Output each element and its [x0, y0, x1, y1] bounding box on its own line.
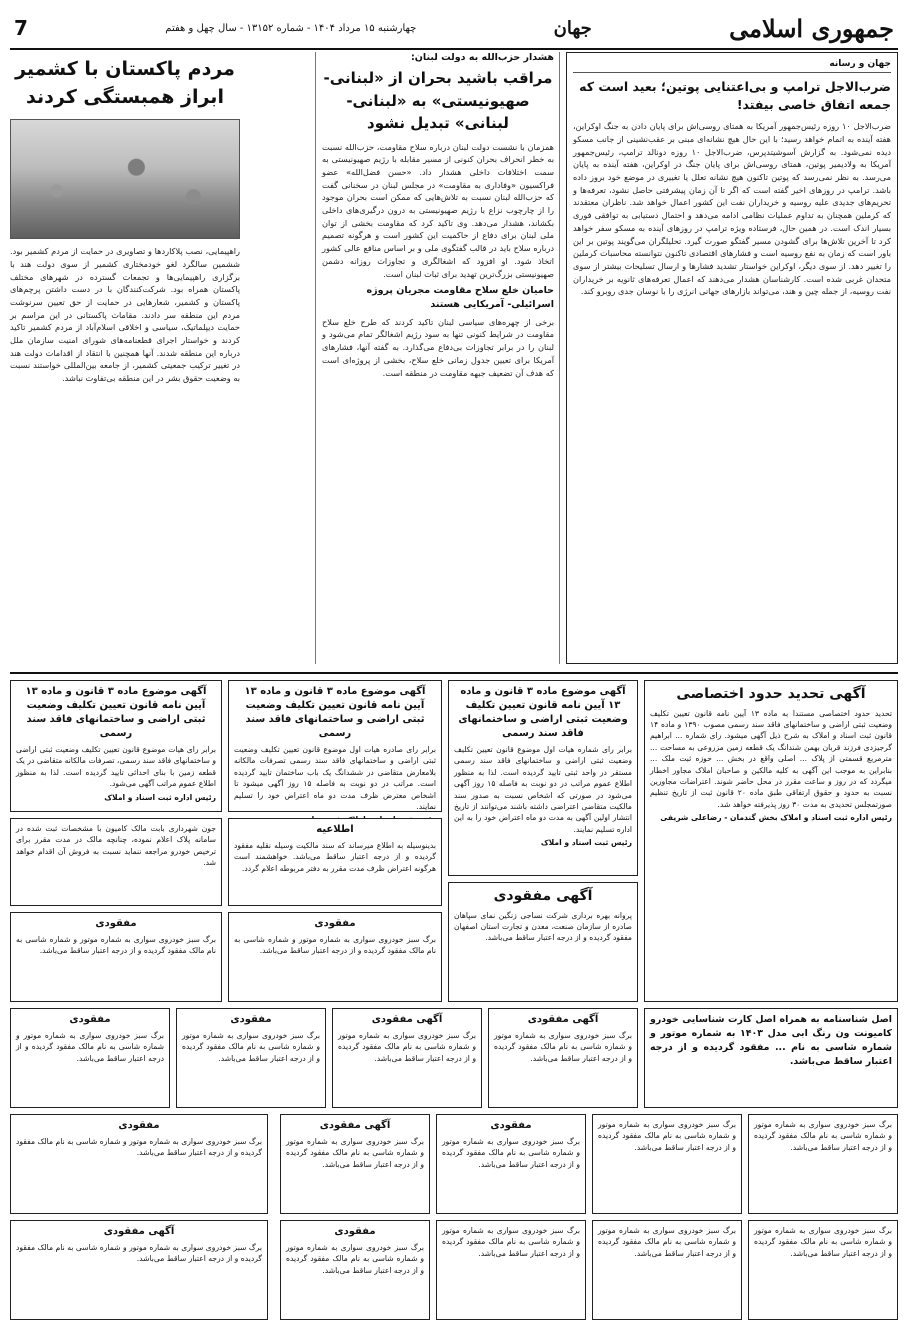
rally-photo [10, 119, 240, 239]
ad-title: آگهی موضوع ماده ۳ قانون و ماده ۱۳ آیین نامه قانون تعیین تکلیف وضعیت ثبتی اراضی و ساختمانهای فاقد سند رسمی [25, 686, 207, 739]
ad-lost-small [436, 1114, 586, 1214]
ad-vehicle-sale [10, 818, 222, 906]
ad-text: برگ سبز خودروی سواری به شماره موتور و شماره شاسی به نام مالک مفقود گردیده و از درجه اعتبار ساقط می‌باشد. [286, 1243, 424, 1275]
ad-text: برگ سبز خودروی سواری به شماره موتور و شماره شاسی به نام مالک مفقود گردیده و از درجه اعتبار ساقط می‌باشد. [16, 1031, 164, 1063]
ad-text: برگ سبز خودروی سواری به شماره موتور و شماره شاسی به نام مالک مفقود گردیده و از درجه اعتبار ساقط می‌باشد. [286, 1137, 424, 1169]
ad-title: مفقودی [95, 918, 137, 929]
ad-lost-small [280, 1220, 430, 1320]
box-tag: جهان و رسانه [573, 59, 891, 73]
ad-text: جون شهرداری بابت مالک کامیون با مشخصات ثبت شده در سامانه پلاک اعلام نموده، چنانچه مالک در مدت مقرر برای ترخیص خودرو مراجعه ننماید نسبت به فروش آن اقدام خواهد شد. [16, 824, 216, 868]
ad-title: مفقودی [490, 1120, 532, 1131]
ad-text: برگ سبز خودروی سواری به شماره موتور و شماره شاسی به نام مالک مفقود گردیده و از درجه اعتبار ساقط می‌باشد. [494, 1031, 632, 1063]
ad-title: اطلاعیه [316, 824, 354, 835]
ad-title: مفقودی [118, 1120, 160, 1131]
ad-article3 [10, 680, 222, 812]
ad-title: آگهی مفقودی [103, 1226, 175, 1237]
ad-article3 [448, 680, 638, 876]
page-number: 7 [14, 16, 28, 40]
ad-title: آگهی تحدید حدود اختصاصی [676, 686, 866, 702]
ad-lost-id [644, 1008, 898, 1108]
ad-lost-small [280, 1114, 430, 1214]
ad-lost-small [176, 1008, 326, 1108]
ad-text: برگ سبز خودروی سواری به شماره موتور و شماره شاسی به نام مالک مفقود گردیده و از درجه اعتبار ساقط می‌باشد. [234, 935, 436, 956]
ad-signature: رئیس اداره ثبت اسناد و املاک [104, 792, 216, 802]
ad-text: پروانه بهره برداری شرکت نساجی زنگین نمای سپاهان صادره از سازمان صنعت، معدن و تجارت استان اصفهان مفقود گردیده و از درجه اعتبار ساقط می‌باشد. [454, 910, 632, 943]
ad-text: برگ سبز خودروی سواری به شماره موتور و شماره شاسی به نام مالک مفقود گردیده و از درجه اعتبار ساقط می‌باشد. [182, 1031, 320, 1063]
ad-text: برگ سبز خودروی سواری به شماره موتور و شماره شاسی به نام مالک مفقود گردیده و از درجه اعتبار ساقط می‌باشد. [754, 1226, 892, 1258]
column-rule [559, 52, 560, 664]
ad-text: برابر رای هیات موضوع قانون تعیین تکلیف وضعیت ثبتی اراضی و ساختمانهای فاقد سند رسمی، تصرفات مالکانه متقاضی در یک قطعه زمین با بنای احداثی تایید گردیده است. لذا به منظور اطلاع عموم مراتب آگهی می‌شود. [16, 745, 216, 789]
masthead [10, 8, 898, 50]
lebanon-article [322, 52, 554, 664]
ad-title: آگهی موضوع ماده ۳ قانون و ماده ۱۳ آیین نامه قانون تعیین تکلیف وضعیت ثبتی اراضی و ساختمانهای فاقد سند رسمی [244, 686, 426, 739]
ad-text: برگ سبز خودروی سواری به شماره موتور و شماره شاسی به نام مالک مفقود گردیده و از درجه اعتبار ساقط می‌باشد. [16, 935, 216, 956]
article-headline: مراقب باشید بحران از «لبنانی- صهیونیستی» به «لبنانی- لبنانی» تبدیل نشود [323, 69, 553, 132]
ad-text: برگ سبز خودروی سواری به شماره موتور و شماره شاسی به نام مالک مفقود گردیده و از درجه اعتبار ساقط می‌باشد. [442, 1137, 580, 1169]
article-subhead: حامیان خلع سلاح مقاومت مجریان پروژه اسرائیلی- آمریکایی هستند [366, 285, 554, 310]
ad-article3 [228, 680, 442, 812]
ad-lost-small [228, 912, 442, 1002]
dateline: چهارشنبه ۱۵ مرداد ۱۴۰۴ - شماره ۱۳۱۵۲ - سال چهل و هفتم [165, 22, 417, 34]
news-section [10, 52, 898, 664]
ad-text: برگ سبز خودروی سواری به شماره موتور و شماره شاسی به نام مالک مفقود گردیده و از درجه اعتبار ساقط می‌باشد. [338, 1031, 476, 1063]
ad-title: مفقودی [230, 1014, 272, 1025]
ad-lost-small [748, 1220, 898, 1320]
ad-signature: رئیس اداره ثبت اسناد و املاک بخش گندمان - رضاعلی شریفی [660, 813, 892, 823]
ad-lost-small [332, 1008, 482, 1108]
article-body-2: برخی از چهره‌های سیاسی لبنان تاکید کردند که طرح خلع سلاح مقاومت در شرایط کنونی تنها به سود رژیم اشغالگر تمام می‌شود و لبنان را در برابر تجاوزات بی‌دفاع می‌گذارد. به گفته آنها، فشارهای آمریکا برای تعیین جدول زمانی خلع سلاح، بخشی از پروژه‌ای است که هدف آن تضعیف جبهه مقاومت در منطقه است. [322, 316, 554, 378]
ad-title: آگهی مفقودی [527, 1014, 599, 1025]
article-body: همزمان با نشست دولت لبنان درباره سلاح مقاومت، حزب‌الله نسبت به خطر انحراف بحران کنونی از مسیر مقابله با رژیم صهیونیستی به سمت اختلافات داخلی هشدار داد. «حسن فضل‌الله» عضو فراکسیون «وفاداری به مقاومت» در مجلس لبنان در سخنانی گفت که حزب‌الله لبنان نسبت به تلاش‌هایی که ممکن است بحران موجود را از چارچوب نزاع با رژیم صهیونیستی به درون درگیری‌های داخلی بکشاند، هشدار می‌دهد. وی تاکید کرد که مقاومت بخشی از توان ملی لبنان برای دفاع از حاکمیت این کشور است و هرگونه تصمیم درباره سلاح باید در قالب گفتگوی ملی و بر اساس منافع عالی کشور اتخاذ شود. او افزود که اشغالگری و تجاوزات روزانه دشمن صهیونیستی بزرگ‌ترین تهدید برای ثبات لبنان است. [322, 141, 554, 279]
ad-title: آگهی مفقودی [319, 1120, 391, 1131]
ad-text: برابر رای شماره هیات اول موضوع قانون تعیین تکلیف وضعیت ثبتی اراضی و ساختمانهای فاقد سند رسمی مستقر در واحد ثبتی تایید گردیده است. لذا به منظور اطلاع عموم مراتب در دو نوبت به فاصله ۱۵ روز آگهی می‌شود در صورتی که اشخاص نسبت به صدور سند مالکیت متقاضی اعتراضی داشته باشند می‌توانند از تاریخ انتشار اولین آگهی به مدت دو ماه اعتراض خود را به این اداره تسلیم نمایند. [454, 745, 632, 834]
world-media-box [566, 52, 898, 664]
ad-boundary [644, 680, 898, 1002]
ad-text: بدینوسیله به اطلاع میرساند که سند مالکیت وسیله نقلیه مفقود گردیده و از درجه اعتبار ساقط می‌باشد. خواهشمند است هرگونه اعتراض ظرف مدت مقرر به دفتر مربوطه اعلام گردد. [234, 841, 436, 873]
ad-lost-small [10, 1114, 268, 1214]
ad-title: مفقودی [314, 918, 356, 929]
ad-notice [228, 818, 442, 906]
ad-text: برگ سبز خودروی سواری به شماره موتور و شماره شاسی به نام مالک مفقود گردیده و از درجه اعتبار ساقط می‌باشد. [598, 1226, 736, 1258]
article-kicker: هشدار حزب‌الله به دولت لبنان: [411, 52, 554, 63]
ad-title: آگهی مفقودی [371, 1014, 443, 1025]
pakistan-article [10, 52, 240, 664]
ad-lost-small [436, 1220, 586, 1320]
ad-title: مفقودی [69, 1014, 111, 1025]
article-headline: مردم پاکستان با کشمیر ابراز همبستگی کردند [15, 58, 235, 108]
column-rule [315, 52, 316, 664]
ad-title: مفقودی [334, 1226, 376, 1237]
ad-lost-small [10, 1008, 170, 1108]
ad-title: آگهی مفقودی [493, 888, 593, 904]
ad-text: برگ سبز خودروی سواری به شماره موتور و شماره شاسی به نام مالک مفقود گردیده و از درجه اعتبار ساقط می‌باشد. [16, 1243, 262, 1264]
ad-lost-small [488, 1008, 638, 1108]
ad-text: اصل شناسنامه به همراه اصل کارت شناسایی خودرو کامیونت ون رنگ ابی مدل ۱۴۰۳ به شماره موتور و شماره شاسی به نام ... مفقود گردیده و از درجه اعتبار ساقط می‌باشد. [650, 1014, 892, 1068]
ad-text: برگ سبز خودروی سواری به شماره موتور و شماره شاسی به نام مالک مفقود گردیده و از درجه اعتبار ساقط می‌باشد. [442, 1226, 580, 1258]
ad-text: برابر رای صادره هیات اول موضوع قانون تعیین تکلیف وضعیت ثبتی اراضی و ساختمانهای فاقد سند رسمی تصرفات مالکانه بلامعارض متقاضی در ششدانگ یک باب ساختمان تایید گردیده است. مراتب در دو نوبت به فاصله ۱۵ روز آگهی میشود تا اشخاص معترض ظرف مدت دو ماه اعتراض خود را تسلیم نمایند. [234, 745, 437, 811]
ad-lost-small [748, 1114, 898, 1214]
ad-text: تحدید حدود اختصاصی مستندا به ماده ۱۳ آیین نامه قانون تعیین تکلیف وضعیت ثبتی اراضی و ساختمانهای فاقد سند رسمی مصوب ۱۳۹۰ و ماده ۱۴ قانون ثبت اسناد و املاک به شرح ذیل آگهی میشود. رای شماره ... ابراهیم گرجیزدی فرزند قربان بهمن شندانگ یک قطعه زمین مزروعی به مساحت ... مترمربع قسمتی از پلاک ... اصلی واقع در بخش ... حوزه ثبت ملک ... بنابراین به موجب این آگهی به کلیه مالکین و صاحبان املاک مجاور اخطار میگردد که در روز و ساعت مقرر در محل حاضر شوند. اعتراضات مجاورین نسبت به حدود و حقوق ارتفاقی طبق ماده ۲۰ قانون ثبت از تاریخ تنظیم صورتمجلس تحدیدی به مدت ۳۰ روز پذیرفته خواهد شد. [650, 708, 892, 809]
section-title: جهان [553, 17, 592, 39]
ad-signature: رئیس ثبت اسناد و املاک [540, 838, 632, 848]
ad-lost-small [592, 1220, 742, 1320]
box-headline: ضرب‌الاجل ترامپ و بی‌اعتنایی پوتین؛ بعید است که جمعه اتفاق خاصی بیفتد! [579, 79, 891, 113]
ad-text: برگ سبز خودروی سواری به شماره موتور و شماره شاسی به نام مالک مفقود گردیده و از درجه اعتبار ساقط می‌باشد. [754, 1120, 892, 1152]
ad-title: آگهی موضوع ماده ۳ قانون و ماده ۱۳ آیین نامه قانون تعیین تکلیف وضعیت ثبتی اراضی و ساختمانهای فاقد سند رسمی [458, 686, 628, 739]
article-body: راهپیمایی، نصب پلاکاردها و تصاویری در حمایت از مردم کشمیر بود. ششمین سالگرد لغو خودمختاری کشمیر از سوی دولت هند با برگزاری راهپیمایی‌ها و تجمعات گسترده در شهرهای مختلف پاکستان همراه بود. شرکت‌کنندگان با در دست داشتن پرچم‌های پاکستان و کشمیر، شعارهایی در حمایت از حق تعیین سرنوشت مردم این منطقه سر دادند. مقامات پاکستانی در این مراسم بر حمایت دیپلماتیک، سیاسی و اخلاقی اسلام‌آباد از مردم کشمیر تاکید کردند و خواستار اجرای قطعنامه‌های شورای امنیت سازمان ملل درباره این منطقه شدند. آنها همچنین با انتقاد از اقدامات دولت هند در تغییر ترکیب جمعیتی کشمیر، از جامعه بین‌المللی خواستند نسبت به وضعیت حقوق بشر در این منطقه بی‌تفاوت نباشد. [10, 246, 240, 384]
ad-lost-small [592, 1114, 742, 1214]
box-body: ضرب‌الاجل ۱۰ روزه رئیس‌جمهور آمریکا به همتای روسی‌اش برای پایان دادن به جنگ اوکراین، هفته آینده به اتمام خواهد رسید؛ با این حال هیچ نشانه‌ای مبنی بر عقب‌نشینی از جانب مسکو دیده نمی‌شود. به گزارش آسوشیتدپرس، ضرب‌الاجل ۱۰ روزه دونالد ترامپ، رئیس‌جمهور آمریکا به ولادیمیر پوتین، همتای روسی‌اش برای پایان جنگ در اوکراین، هفته آینده به پایان می‌رسد. به نظر نمی‌رسد که پوتین تاکنون هیچ نشانه تعلل یا تغییری در موضع خود بروز داده باشد. ترامپ در روزهای اخیر گفته است که اگر تا آن زمان پیشرفتی حاصل نشود، تعرفه‌ها و تحریم‌های جدیدی علیه روسیه و خریداران نفت این کشور اعمال خواهد شد. ناظران معتقدند که کرملین همچنان به تداوم عملیات نظامی ادامه می‌دهد و احتمال دستیابی به توافقی فوری بسیار اندک است. در همین حال، فرستاده ویژه ترامپ در روزهای آینده به مسکو سفر خواهد کرد تا آخرین تلاش‌ها برای گشودن مسیر گفتگو صورت گیرد. تحلیلگران می‌گویند پوتین بر این باور است که زمان به نفع روسیه است و فشارهای اقتصادی تاکنون نتوانسته محاسبات کرملین را تغییر دهد. از سوی دیگر، اوکراین خواستار تشدید فشارها و ارسال تسلیحات بیشتر از سوی متحدان غربی شده است. کارشناسان هشدار می‌دهند که اعمال تعرفه‌های ثانویه بر خریداران نفت روسیه، از جمله چین و هند، می‌تواند بازارهای جهانی انرژی را با نوسان جدی روبرو کند. [573, 121, 891, 297]
ad-lost-small [10, 912, 222, 1002]
ad-text: برگ سبز خودروی سواری به شماره موتور و شماره شاسی به نام مالک مفقود گردیده و از درجه اعتبار ساقط می‌باشد. [16, 1137, 262, 1158]
ad-text: برگ سبز خودروی سواری به شماره موتور و شماره شاسی به نام مالک مفقود گردیده و از درجه اعتبار ساقط می‌باشد. [598, 1120, 736, 1152]
ad-lost-small [10, 1220, 268, 1320]
ad-lost-license [448, 882, 638, 1002]
newspaper-logo: جمهوری اسلامی [729, 13, 894, 43]
classified-ads [10, 672, 898, 1325]
